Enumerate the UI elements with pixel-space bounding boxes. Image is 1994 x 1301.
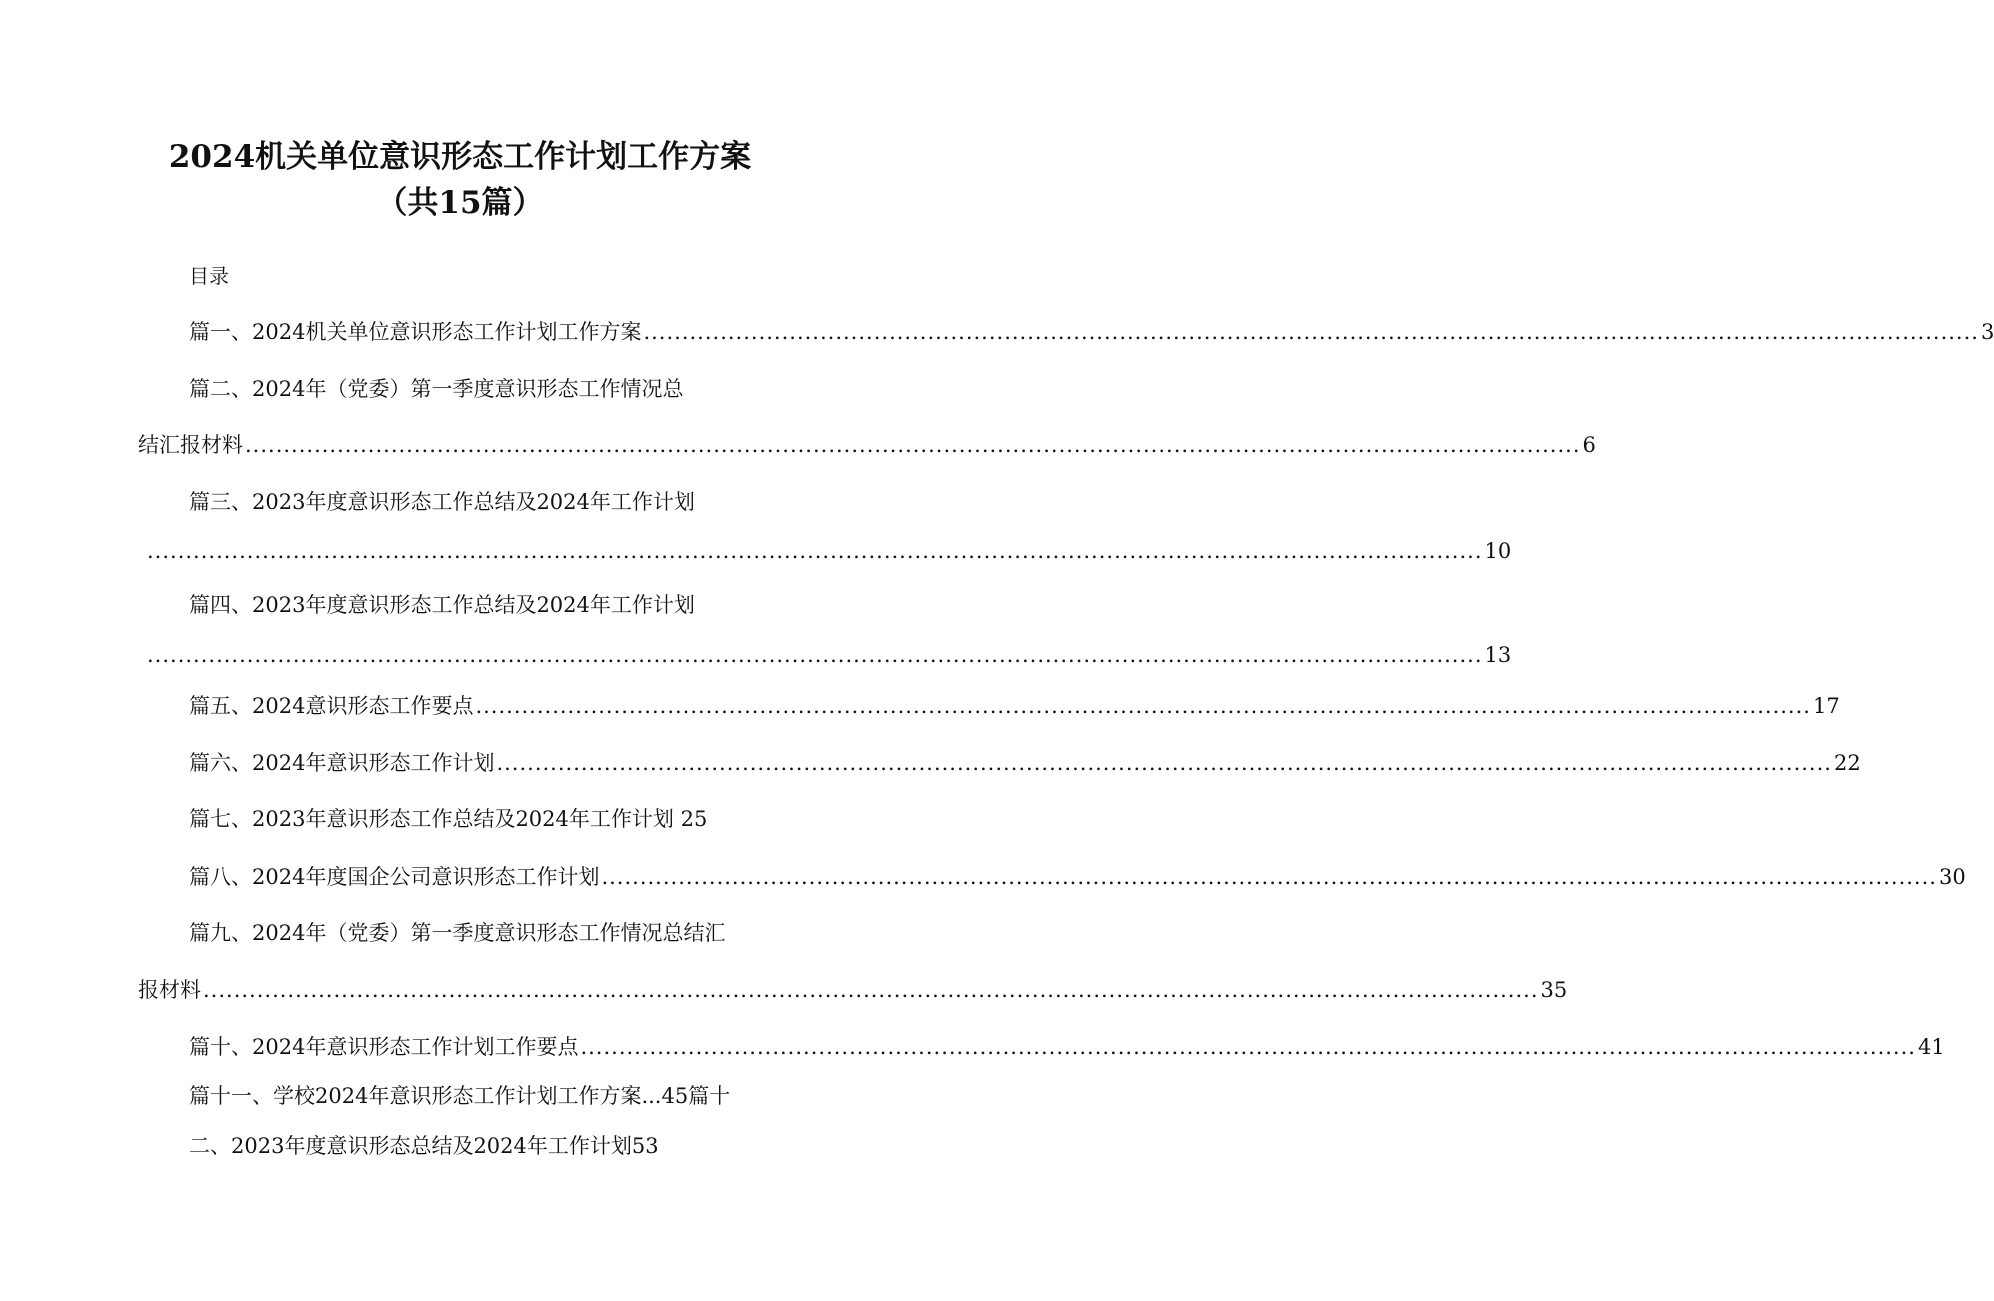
toc-entry-page: 3: [1980, 320, 1994, 344]
toc-entry-page: 13: [1484, 643, 1512, 667]
toc-entry-title: 篇八、2024年度国企公司意识形态工作计划: [189, 865, 600, 889]
toc-entry-title: 篇十、2024年意识形态工作计划工作要点: [189, 1035, 579, 1059]
toc-leader-dots: ..............................................................................................................................................................................: [496, 751, 1832, 775]
toc-entry-4-line2[interactable]: [145, 640, 1512, 670]
toc-entry-11-line1[interactable]: 篇十一、学校2024年意识形态工作计划工作方案...45篇十: [189, 1084, 731, 1108]
toc-entry-title: 篇五、2024意识形态工作要点: [189, 694, 474, 718]
toc-entry-page: 41: [1917, 1035, 1945, 1059]
toc-entry-9-line1[interactable]: 篇九、2024年（党委）第一季度意识形态工作情况总结汇: [189, 921, 726, 945]
document-title: 2024机关单位意识形态工作计划工作方案: [168, 139, 752, 175]
toc-entry-page: 25: [680, 807, 708, 831]
toc-leader-dots: ..............................................................................................................................................................................: [203, 978, 1539, 1002]
toc-entry-title: 结汇报材料: [138, 433, 243, 457]
toc-entry-page: 6: [1582, 433, 1596, 457]
toc-entry-page: 35: [1540, 978, 1568, 1002]
toc-entry-page: 30: [1938, 865, 1966, 889]
toc-entry-title: 报材料: [138, 978, 201, 1002]
toc-entry-page: 17: [1812, 694, 1840, 718]
toc-entry-title: 篇一、2024机关单位意识形态工作计划工作方案: [189, 320, 642, 344]
toc-entry-2-line2[interactable]: [138, 430, 1596, 460]
toc-entry-8[interactable]: [189, 862, 1966, 892]
toc-entry-1[interactable]: [189, 317, 1994, 347]
toc-entry-6[interactable]: [189, 748, 1861, 778]
toc-leader-dots: ..............................................................................................................................................................................: [580, 1035, 1916, 1059]
toc-entry-page: 10: [1484, 539, 1512, 563]
toc-entry-9-line2[interactable]: [138, 975, 1568, 1005]
toc-entry-3-line1[interactable]: 篇三、2023年度意识形态工作总结及2024年工作计划: [189, 490, 695, 514]
toc-entry-10[interactable]: [189, 1032, 1945, 1062]
toc-entry-page: 22: [1833, 751, 1861, 775]
toc-leader-dots: ..............................................................................................................................................................................: [475, 694, 1811, 718]
toc-entry-title: 篇六、2024年意识形态工作计划: [189, 751, 495, 775]
toc-entry-3-line2[interactable]: [145, 536, 1512, 566]
toc-entry-2-line1[interactable]: 篇二、2024年（党委）第一季度意识形态工作情况总: [189, 377, 684, 401]
toc-entry-7[interactable]: [189, 804, 789, 834]
toc-entry-4-line1[interactable]: 篇四、2023年度意识形态工作总结及2024年工作计划: [189, 593, 695, 617]
toc-leader-dots: ..............................................................................................................................................................................: [147, 643, 1483, 667]
toc-leader-dots: ..............................................................................................................................................................................: [601, 865, 1937, 889]
toc-leader-dots: ..............................................................................................................................................................................: [643, 320, 1979, 344]
toc-entry-5[interactable]: [189, 691, 1840, 721]
toc-entry-title: 篇七、2023年意识形态工作总结及2024年工作计划: [189, 807, 674, 831]
document-title-count: （共15篇）: [376, 185, 544, 221]
toc-entry-11-line2[interactable]: 二、2023年度意识形态总结及2024年工作计划53: [189, 1134, 659, 1158]
toc-leader-dots: ..............................................................................................................................................................................: [245, 433, 1581, 457]
toc-leader-dots: ..............................................................................................................................................................................: [147, 539, 1483, 563]
toc-heading: 目录: [189, 264, 229, 288]
